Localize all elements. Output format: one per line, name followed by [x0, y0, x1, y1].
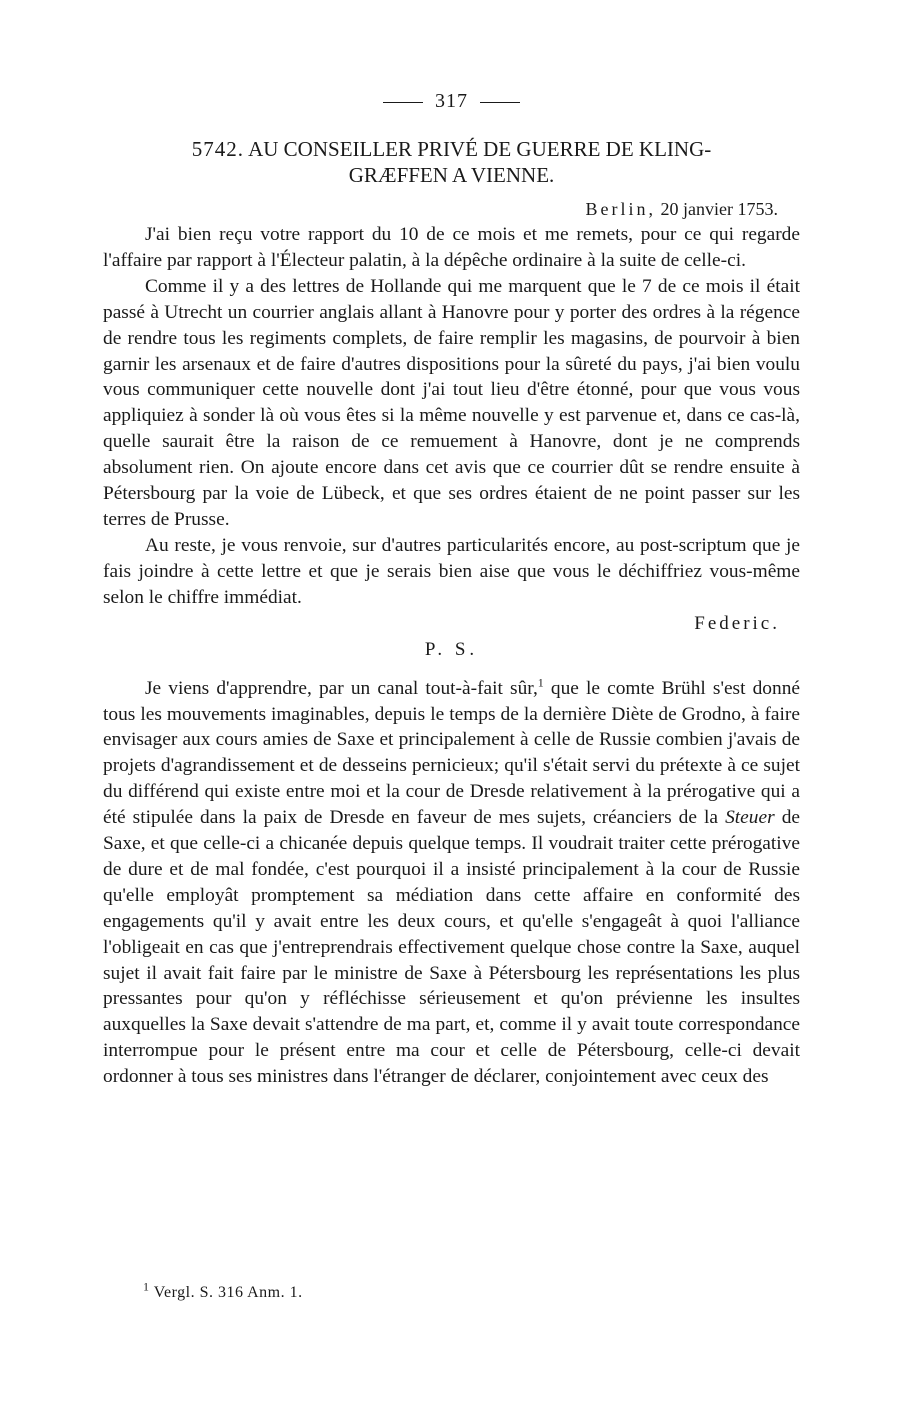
- postscript-heading: P. S.: [424, 638, 479, 660]
- postscript-part1: Je viens d'apprendre, par un canal tout-à-fait sûr,: [145, 677, 538, 699]
- dateline: [103, 196, 778, 222]
- postscript-italic-term: Steuer: [725, 807, 775, 829]
- footnote-mark: 1: [143, 1279, 150, 1294]
- right-dash: [480, 102, 520, 103]
- footnote-reference: 1: [537, 675, 544, 690]
- postscript-part2: que le comte Brühl s'est donné tous les mouvements imaginables, depuis le temps de la dernière Diète de Grodno, à faire envisager aux cours amies de Saxe et principalement à celle de Russie combien j'avais de projets d'agrandissement et de desseins pernicieux; qu'il s'était servi du prétexte à ce sujet du différend qui existe entre moi et la cour de Dresde relativement à la prérogative qui a été stipulée dans la paix de Dresde en faveur de mes sujets, créanciers de la: [103, 677, 800, 829]
- paragraph-2: Comme il y a des lettres de Hollande qui me marquent que le 7 de ce mois il était passé à Utrecht un courrier anglais allant à Hanovre pour y porter des ordres à la régence de rendre tous les regiments complets, de faire remplir les magasins, de pourvoir à bien garnir les arsenaux et de faire d'autres dispositions pour la sûreté du pays, j'ai bien voulu vous communiquer cette nouvelle dont j'ai tout lieu d'être étonné, pour que vous vous appliquiez à sonder là où vous êtes si la même nouvelle y est parvenue et, dans ce cas-là, quelle saurait être la raison de ce remuement à Hanovre, dont je ne comprends absolument rien. On ajoute encore dans cet avis que ce courrier dût se rendre ensuite à Pétersbourg par la voie de Lübeck, et que ses ordres étaient de ne point passer sur les terres de Prusse.: [103, 275, 800, 530]
- letter-heading-line1: [103, 136, 800, 162]
- signature: Federic.: [694, 612, 780, 634]
- left-dash: [383, 102, 423, 103]
- page-number-value: 317: [435, 90, 468, 112]
- dateline-date: 20 janvier 1753.: [660, 199, 778, 219]
- footnote-text: Vergl. S. 316 Anm. 1.: [149, 1284, 303, 1301]
- postscript-part3: de Saxe, et que celle-ci a chicanée depuis quelque temps. Il voudrait traiter cette prérogative de dure et de mal fondée, c'est pourquoi il a insisté principalement à la cour de Russie qu'elle employât promptement sa médiation dans cette affaire en conformité des engagements qu'il y avait entre les deux cours, et qu'elle s'engageât à quoi l'alliance l'obligeait en cas que j'entreprendrais effectivement quelque chose contre la Saxe, auquel sujet il avait fait faire par le ministre de Saxe à Pétersbourg les représentations les plus pressantes pour qu'on y réfléchisse sérieusement et qu'on prévienne les insultes auxquelles la Saxe devait s'attendre de ma part, et, comme il y avait toute correspondance interrompue pour le présent entre ma cour et celle de Pétersbourg, celle-ci devait ordonner à tous ses ministres dans l'étranger de déclarer, conjointement avec ceux des: [103, 807, 800, 1088]
- dateline-place: Berlin,: [585, 199, 657, 219]
- postscript-paragraph: [103, 676, 800, 1091]
- letter-title-line2: GRÆFFEN A VIENNE.: [348, 163, 555, 187]
- paragraph-1: J'ai bien reçu votre rapport du 10 de ce mois et me remets, pour ce qui regarde l'affaire par rapport à l'Électeur palatin, à la dépêche ordinaire à la suite de celle-ci.: [103, 224, 800, 271]
- letter-title-line1: AU CONSEILLER PRIVÉ DE GUERRE DE KLING-: [248, 137, 712, 161]
- letter-heading: [103, 136, 800, 188]
- paragraph-3: Au reste, je vous renvoie, sur d'autres particularités encore, au post-scriptum que je fais joindre à cette lettre et que je serais bien aise que vous le déchiffriez vous-même selon le chiffre immédiat.: [103, 534, 800, 608]
- page-number: [103, 88, 800, 114]
- page: [103, 88, 800, 1090]
- footnote: [143, 1279, 303, 1304]
- letter-number: 5742.: [191, 137, 244, 161]
